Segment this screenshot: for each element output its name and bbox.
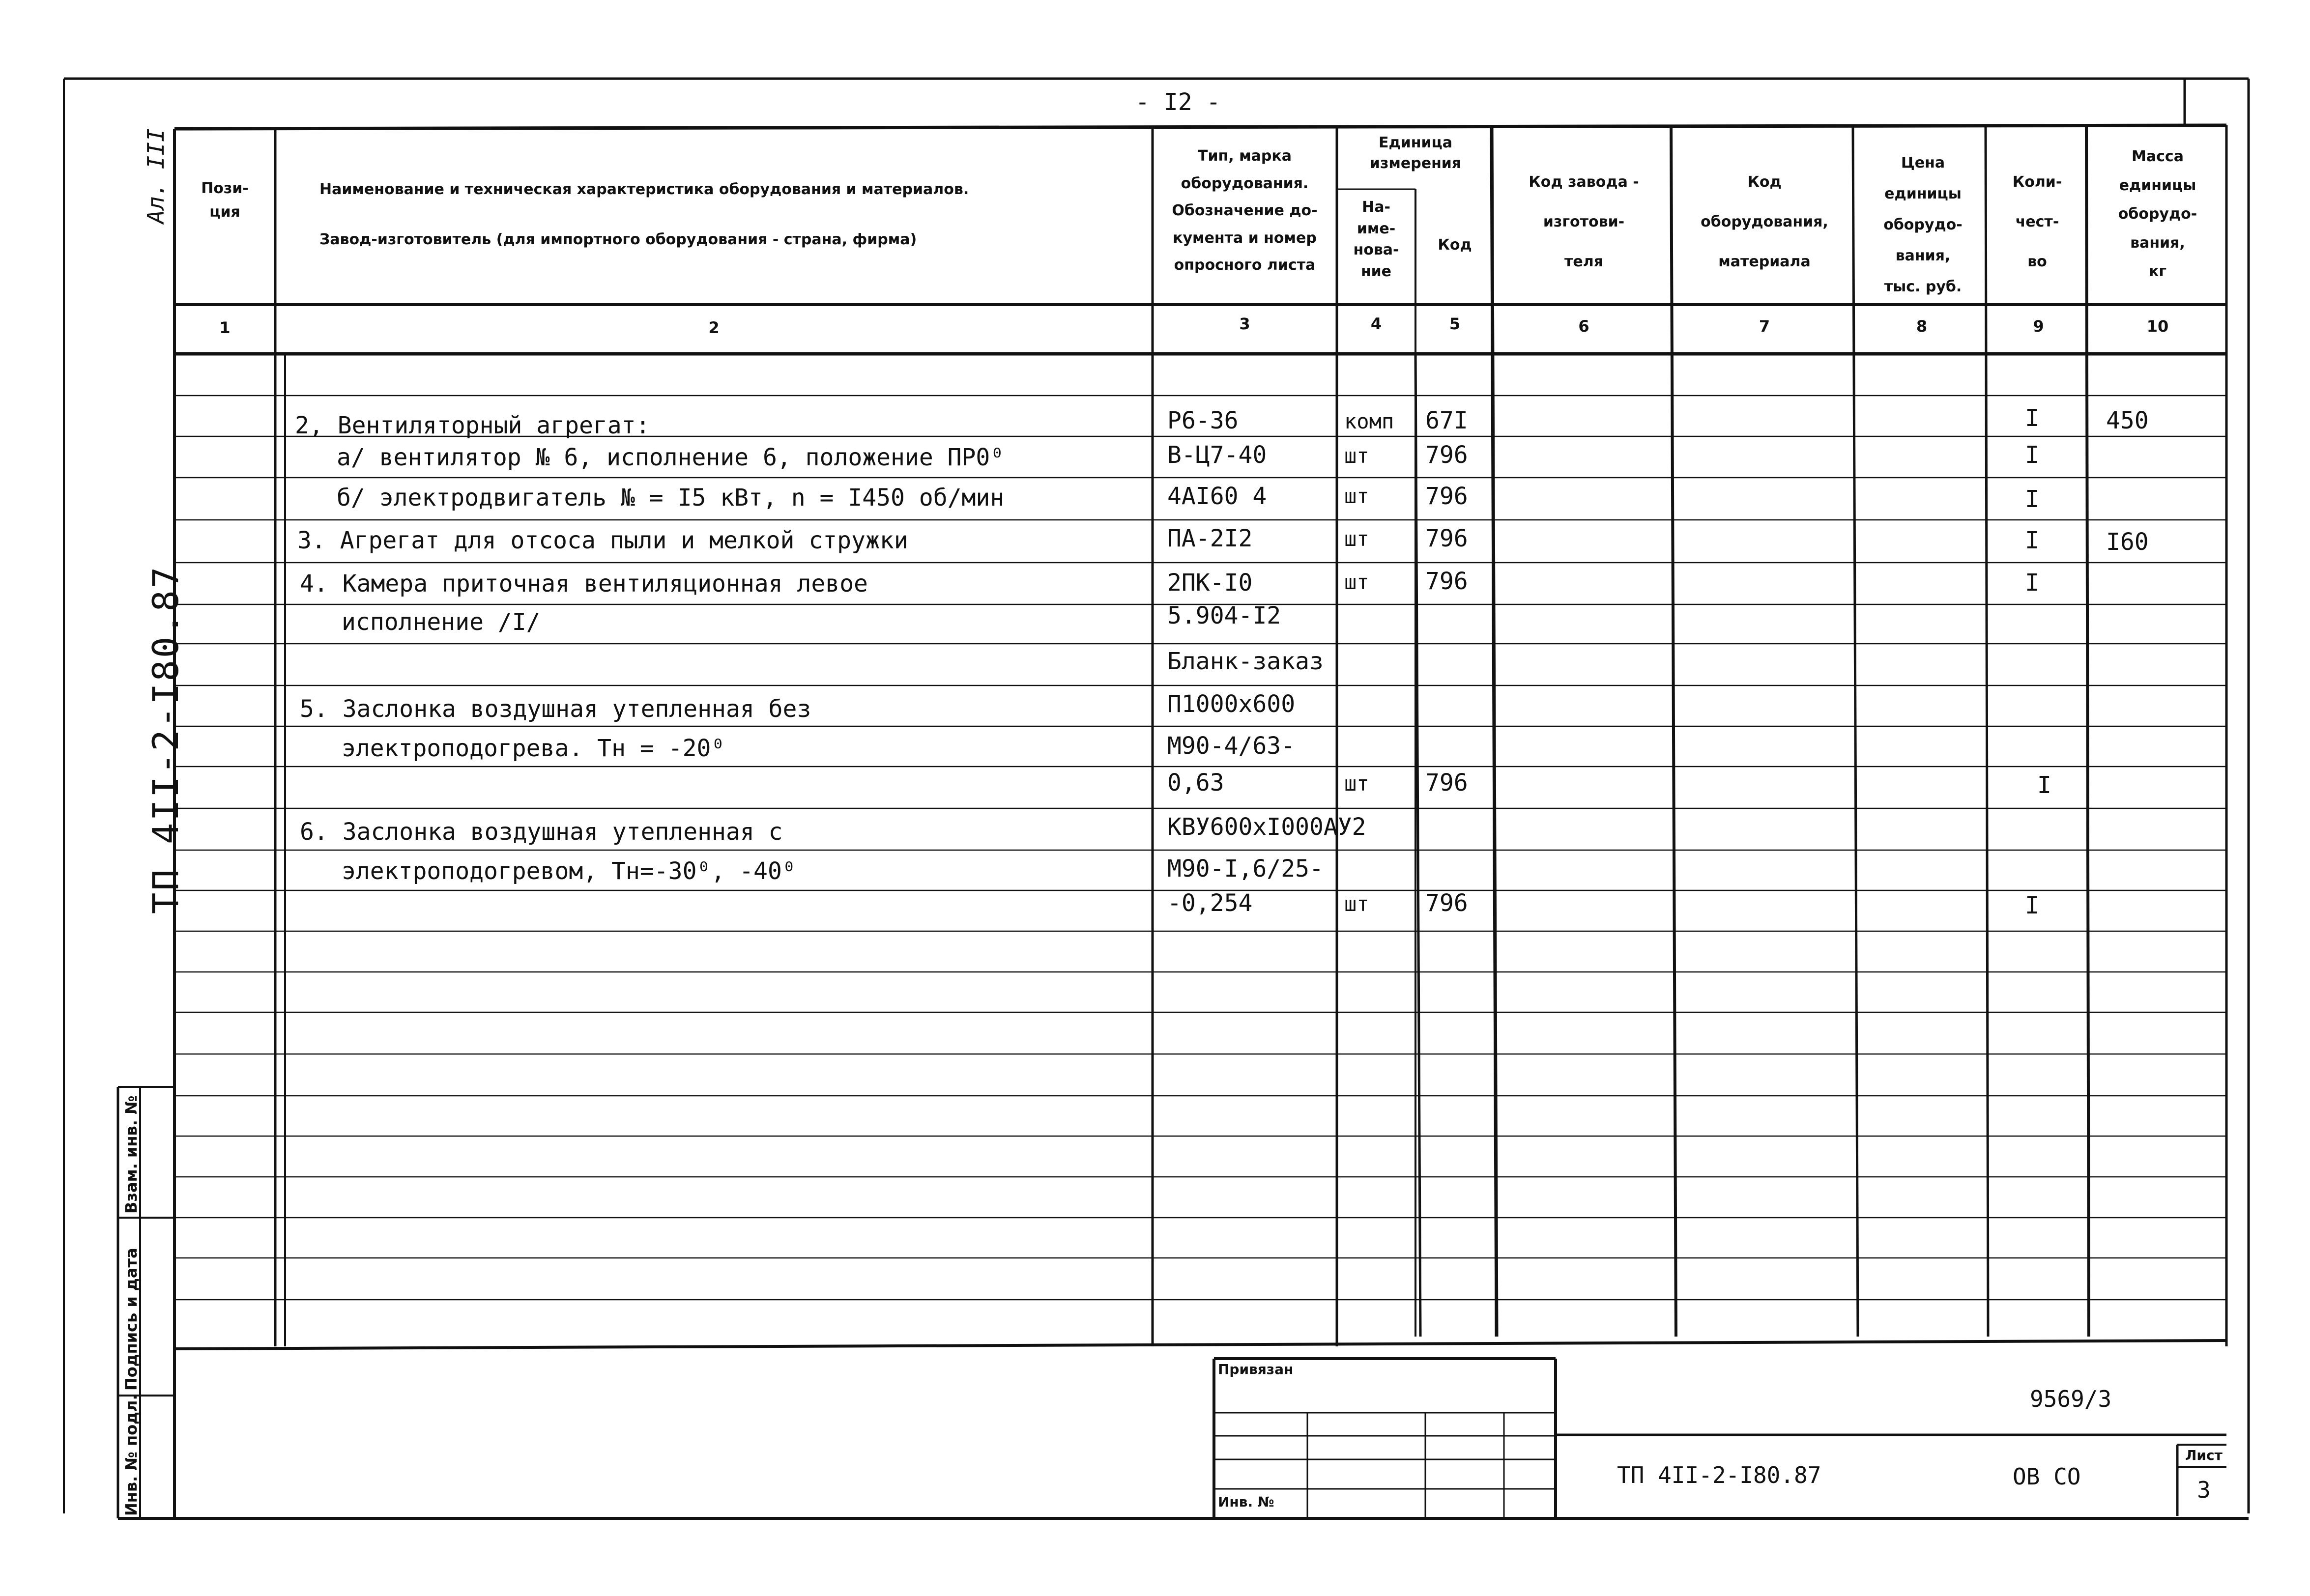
sheet-label: Лист xyxy=(2185,1447,2223,1463)
row-name: 4. Камера приточная вентиляционная левое xyxy=(300,570,868,598)
header-mass: Масса единицы оборудо- вания, кг xyxy=(2118,148,2197,280)
doc-code: ТП 4II-2-I80.87 xyxy=(1617,1462,1821,1488)
row-code: 796 xyxy=(1425,483,1468,510)
row-qty: I xyxy=(2025,569,2039,597)
row-type: Бланк-заказ xyxy=(1167,648,1324,675)
page-number: - I2 - xyxy=(1135,88,1221,116)
order-number: 9569/3 xyxy=(2030,1386,2112,1412)
row-unit: шт xyxy=(1344,484,1369,508)
header-name: Наименование и техническая характеристика оборудования и материалов. Завод-изготовитель (для импортного оборудования - страна, фирма) xyxy=(319,181,969,248)
row-name: электроподогревом, Тн=-30⁰, -40⁰ xyxy=(342,857,796,885)
row-type: В-Ц7-40 xyxy=(1167,441,1267,469)
column-number: 7 xyxy=(1759,317,1770,336)
row-unit: шт xyxy=(1344,444,1369,468)
inv-no-label: Инв. № xyxy=(1218,1494,1274,1510)
header-position: Пози- ция xyxy=(201,180,249,221)
row-unit: шт xyxy=(1344,570,1369,594)
privyazan-label: Привязан xyxy=(1218,1361,1294,1377)
row-unit: комп xyxy=(1344,409,1394,433)
sheet-number: 3 xyxy=(2197,1477,2211,1503)
column-number: 6 xyxy=(1578,317,1589,336)
row-unit: шт xyxy=(1344,771,1369,796)
row-type: ПА-2I2 xyxy=(1167,525,1253,552)
row-type: 2ПК-I0 xyxy=(1167,569,1253,597)
row-name: 5. Заслонка воздушная утепленная без xyxy=(300,695,811,723)
column-number: 8 xyxy=(1916,317,1928,336)
row-unit: шт xyxy=(1344,527,1369,551)
header-manufacturer-code: Код завода - изготови- теля xyxy=(1529,173,1639,270)
row-mass: 450 xyxy=(2106,407,2149,434)
header-unit-name: На- име- нова- ние xyxy=(1353,199,1399,280)
row-qty: I xyxy=(2025,404,2039,432)
header-unit-code: Код xyxy=(1438,236,1472,254)
row-code: 796 xyxy=(1425,568,1468,595)
row-type: 0,63 xyxy=(1167,769,1224,797)
row-type: М90-I,6/25- xyxy=(1167,855,1324,883)
row-type: 5.904-I2 xyxy=(1167,602,1281,629)
row-type: Р6-36 xyxy=(1167,407,1239,434)
row-type: КВУ600хI000АУ2 xyxy=(1167,813,1366,841)
side-inv-orig: Инв. № подл. xyxy=(122,1394,141,1516)
row-unit: шт xyxy=(1344,892,1369,916)
row-type: М90-4/63- xyxy=(1167,732,1296,760)
row-qty: I xyxy=(2037,771,2051,799)
side-sign-date: Подпись и дата xyxy=(122,1248,141,1391)
side-doc-number: ТП 4II-2-I80.87 xyxy=(145,565,186,914)
column-number: 9 xyxy=(2033,317,2044,336)
row-type: -0,254 xyxy=(1167,889,1253,917)
row-code: 796 xyxy=(1425,525,1468,552)
row-code: 67I xyxy=(1425,407,1468,434)
row-type: П1000х600 xyxy=(1167,690,1296,718)
header-type: Тип, марка оборудования. Обозначение до- кумента и номер опросного листа xyxy=(1172,147,1318,274)
column-number: 4 xyxy=(1370,314,1382,333)
side-inv-repl: Взам. инв. № xyxy=(122,1095,141,1214)
doc-mark: ОВ СО xyxy=(2013,1463,2081,1490)
row-qty: I xyxy=(2025,892,2039,919)
header-quantity: Коли- чест- во xyxy=(2012,173,2062,270)
row-mass: I60 xyxy=(2106,528,2149,556)
column-number: 10 xyxy=(2146,317,2169,336)
row-qty: I xyxy=(2025,441,2039,469)
column-number: 3 xyxy=(1239,314,1250,333)
column-number: 5 xyxy=(1449,314,1461,333)
row-code: 796 xyxy=(1425,769,1468,797)
row-name: а/ вентилятор № 6, исполнение 6, положение ПР0⁰ xyxy=(337,444,1005,471)
row-name: 6. Заслонка воздушная утепленная с xyxy=(300,818,783,846)
row-name: б/ электродвигатель № = I5 кВт, n = I450 об/мин xyxy=(337,484,1005,512)
header-price: Цена единицы оборудо- вания, тыс. руб. xyxy=(1883,154,1963,295)
row-name: электроподогрева. Тн = -20⁰ xyxy=(342,735,725,762)
row-code: 796 xyxy=(1425,441,1468,469)
column-number: 2 xyxy=(708,318,720,337)
archive-note: Ал. III xyxy=(143,128,169,224)
row-name: 3. Агрегат для отсоса пыли и мелкой стружки xyxy=(297,527,908,554)
row-code: 796 xyxy=(1425,889,1468,917)
row-qty: I xyxy=(2025,527,2039,554)
column-number: 1 xyxy=(219,318,231,337)
row-name: исполнение /I/ xyxy=(342,608,541,636)
row-name: 2, Вентиляторный агрегат: xyxy=(295,412,650,439)
row-qty: I xyxy=(2025,485,2039,513)
header-unit: Единица измерения xyxy=(1369,134,1462,172)
row-type: 4АI60 4 xyxy=(1167,483,1267,510)
header-equipment-code: Код оборудования, материала xyxy=(1701,173,1828,270)
